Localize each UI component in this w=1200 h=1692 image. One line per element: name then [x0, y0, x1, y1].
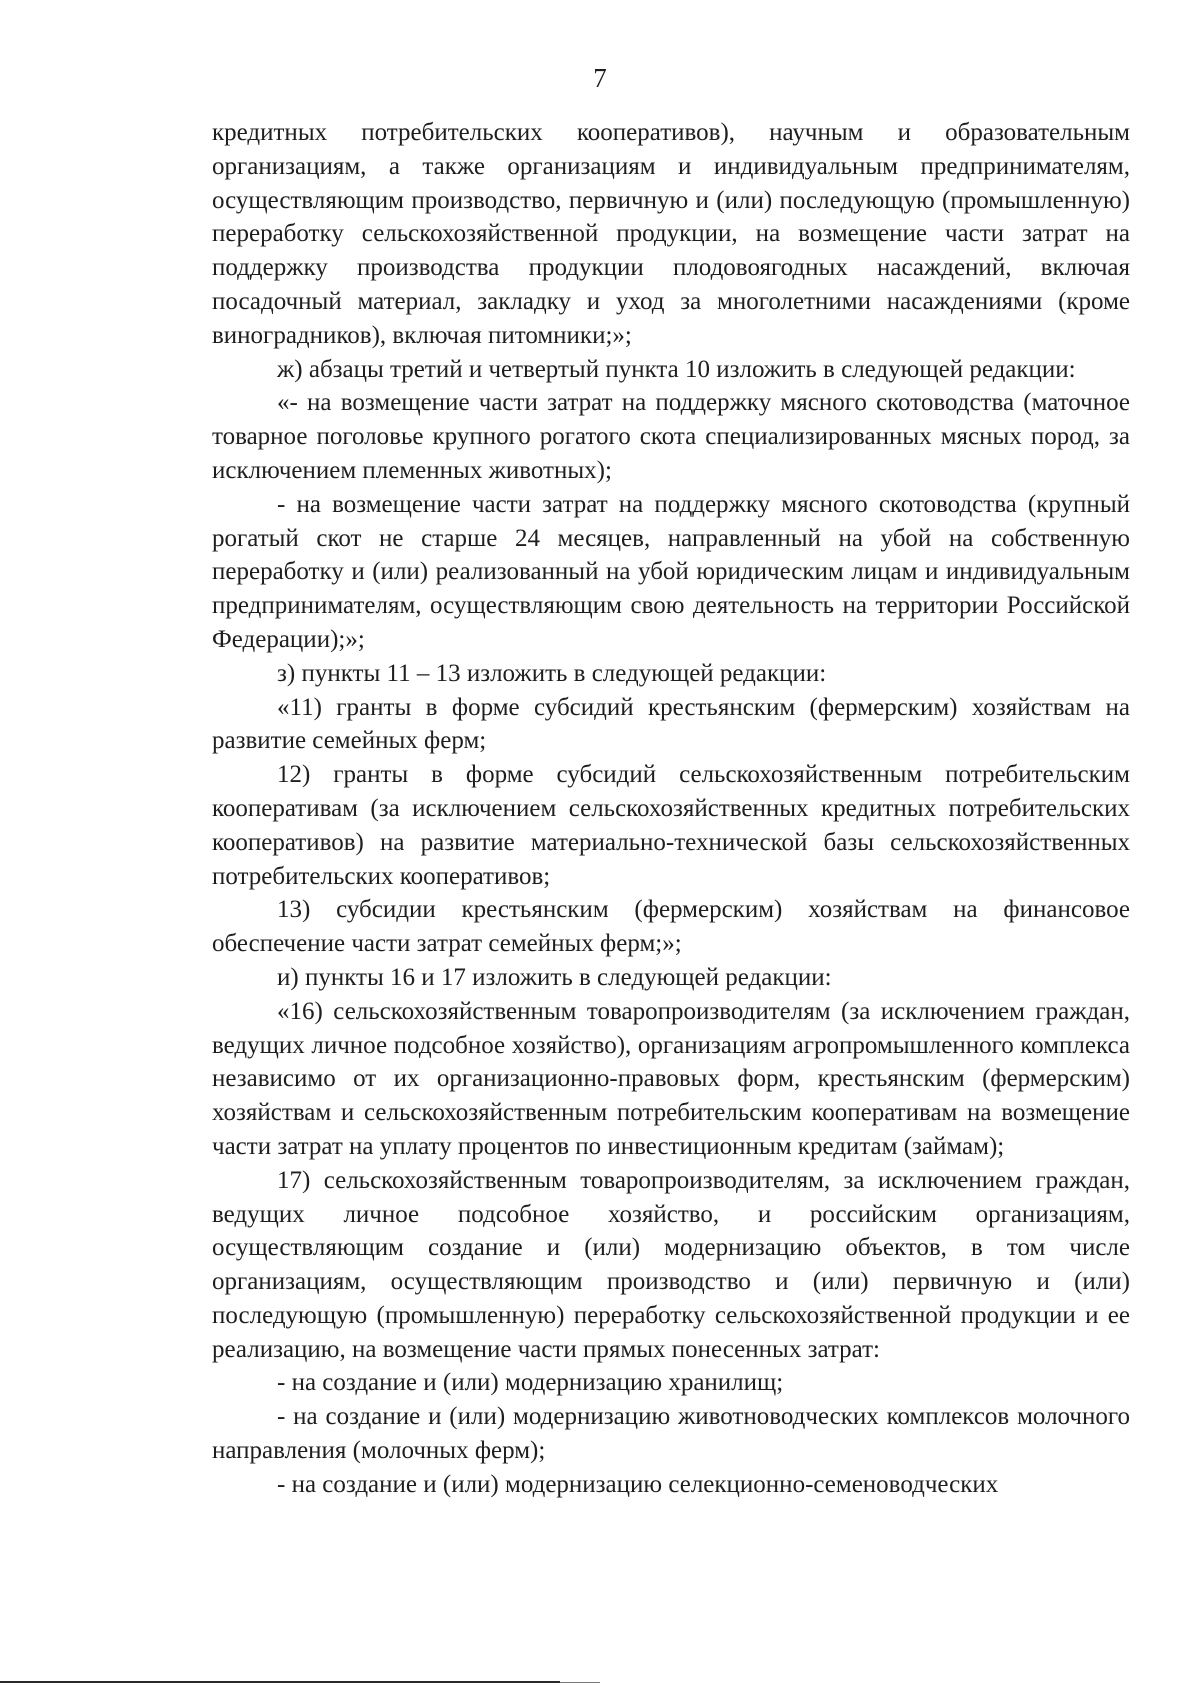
- paragraph-item-zh: ж) абзацы третий и четвертый пункта 10 изложить в следующей редакции:: [277, 355, 1076, 383]
- paragraph-point-12: 12) гранты в форме субсидий сельскохозяйственным потребительским кооперативам (за исключением сельскохозяйственных кредитных потребительских кооперативов) на развитие материально-технической базы сельскохозяйственных потребительских кооперативов;: [212, 761, 1130, 890]
- paragraph-continuation: кредитных потребительских кооперативов), научным и образовательным организациям, а также организациям и индивидуальным предпринимателям, осуществляющим производство, первичную и (или) последующую (промышленную) переработку сельскохозяйственной продукции, на возмещение части затрат на поддержку производства продукции плодовоягодных насаждений, включая посадочный материал, закладку и уход за многолетними насаждениями (кроме виноградников), включая питомники;»;: [212, 119, 1130, 349]
- paragraph-item-i: и) пункты 16 и 17 изложить в следующей редакции:: [277, 963, 832, 991]
- paragraph-point-16: «16) сельскохозяйственным товаропроизводителям (за исключением граждан, ведущих личное подсобное хозяйство), организациям агропромышленного комплекса независимо от их организационно-правовых форм, крестьянским (фермерским) хозяйствам и сельскохозяйственным потребительским кооперативам на возмещение части затрат на уплату процентов по инвестиционным кредитам (займам);: [212, 997, 1130, 1160]
- page-number: 7: [593, 63, 607, 93]
- paragraph-cattle-slaughter: - на возмещение части затрат на поддержку мясного скотоводства (крупный рогатый скот не старше 24 месяцев, направленный на убой на собственную переработку и (или) реализованный на убой юридическим лицам и индивидуальным предпринимателям, осуществляющим свою деятельность на территории Российской Федерации);»;: [212, 490, 1130, 653]
- paragraph-item-z: з) пункты 11 – 13 изложить в следующей редакции:: [277, 659, 827, 687]
- paragraph-storage: - на создание и (или) модернизацию хранилищ;: [277, 1369, 784, 1397]
- paragraph-point-11: «11) гранты в форме субсидий крестьянским (фермерским) хозяйствам на развитие семейных ферм;: [212, 693, 1130, 755]
- scan-edge-line: [0, 1681, 560, 1683]
- paragraph-point-17: 17) сельскохозяйственным товаропроизводителям, за исключением граждан, ведущих личное подсобное хозяйство, и российским организациям, осуществляющим создание и (или) модернизацию объектов, в том числе организациям, осуществляющим производство и (или) первичную и (или) последующую (промышленную) переработку сельскохозяйственной продукции и ее реализацию, на возмещение части прямых понесенных затрат:: [212, 1166, 1130, 1363]
- paragraph-dairy-farms: - на создание и (или) модернизацию животноводческих комплексов молочного направления (молочных ферм);: [212, 1403, 1130, 1465]
- scan-edge-line-faint: [560, 1682, 600, 1683]
- paragraph-point-13: 13) субсидии крестьянским (фермерским) хозяйствам на финансовое обеспечение части затрат семейных ферм;»;: [212, 896, 1130, 958]
- document-body: [212, 116, 1130, 1502]
- paragraph-quote-breeding-cows: «- на возмещение части затрат на поддержку мясного скотоводства (маточное товарное поголовье крупного рогатого скота специализированных мясных пород, за исключением племенных животных);: [212, 389, 1130, 484]
- paragraph-seed-breeding: - на создание и (или) модернизацию селекционно-семеноводческих: [277, 1470, 999, 1498]
